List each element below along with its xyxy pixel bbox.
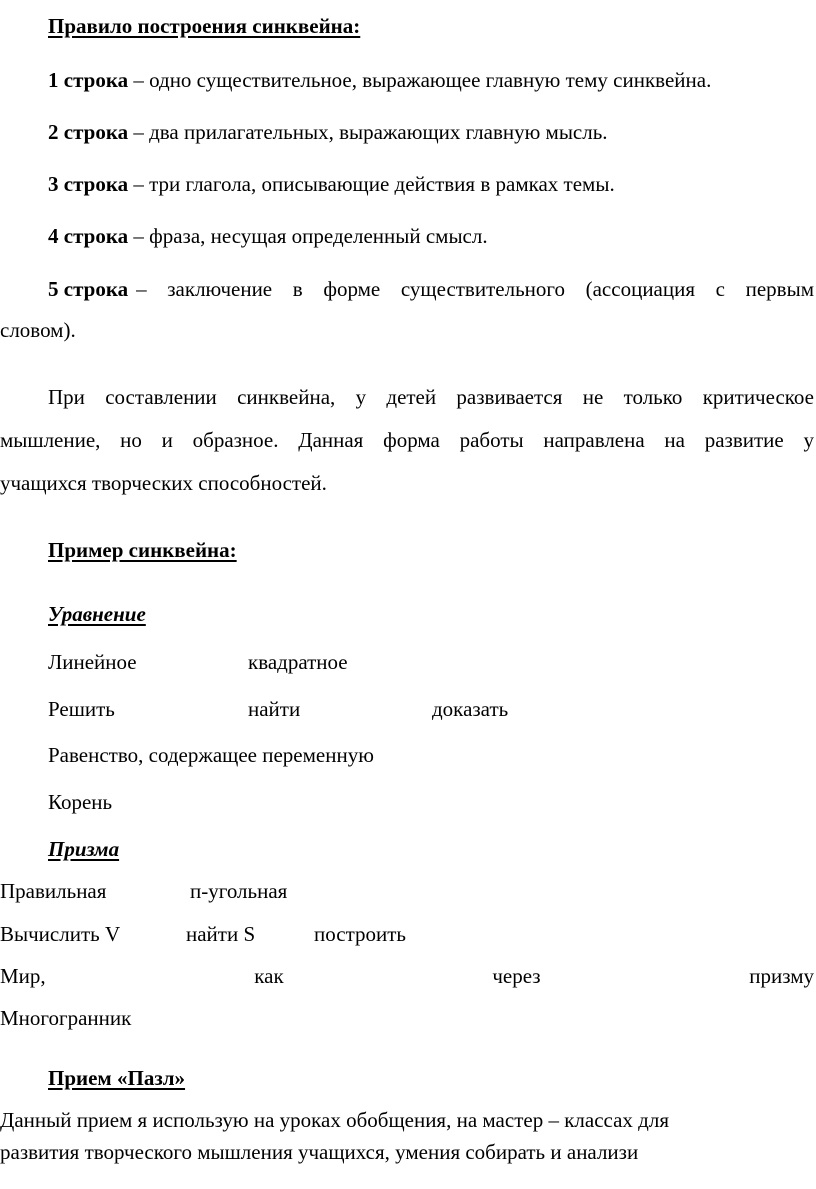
rule-line-3 bbox=[48, 174, 615, 195]
paragraph-line: мышление, но и образное. Данная форма работы направлена на развитие у bbox=[0, 428, 814, 452]
prism-verb-2: найти S bbox=[186, 922, 256, 946]
rule-text: – одно существительное, выражающее главную тему синквейна. bbox=[128, 68, 712, 92]
rule-line-5 bbox=[48, 279, 814, 300]
paragraph-line: учащихся творческих способностей. bbox=[0, 471, 327, 495]
prism-word: как bbox=[254, 964, 284, 988]
prism-title: Призма bbox=[48, 837, 120, 861]
rule-text: – три глагола, описывающие действия в рамках темы. bbox=[128, 172, 615, 196]
prism-word: призму bbox=[749, 964, 814, 988]
prism-noun: Многогранник bbox=[0, 1006, 132, 1030]
puzzle-heading: Прием «Пазл» bbox=[48, 1066, 186, 1090]
paragraph-line: При составлении синквейна, у детей развивается не только критическое bbox=[48, 385, 814, 409]
equation-verb-3: доказать bbox=[432, 697, 509, 721]
equation-adj-1: Линейное bbox=[48, 650, 137, 674]
rule-label: 1 строка bbox=[48, 68, 129, 92]
prism-verb-3: построить bbox=[314, 922, 407, 946]
equation-title: Уравнение bbox=[48, 602, 146, 626]
equation-adj-2: квадратное bbox=[248, 650, 348, 674]
prism-adj-1: Правильная bbox=[0, 879, 107, 903]
rule-text: – фраза, несущая определенный смысл. bbox=[128, 224, 488, 248]
example-heading: Пример синквейна: bbox=[48, 538, 237, 562]
rule-line-5-cont: словом). bbox=[0, 318, 76, 342]
rule-label: 4 строка bbox=[48, 224, 129, 248]
equation-phrase: Равенство, содержащее переменную bbox=[48, 743, 374, 767]
equation-noun: Корень bbox=[48, 790, 113, 814]
prism-phrase bbox=[0, 966, 814, 987]
prism-word: через bbox=[492, 964, 541, 988]
rules-heading: Правило построения синквейна: bbox=[48, 14, 361, 38]
rule-text: – заключение в форме существительного (ассоциация с первым bbox=[136, 277, 814, 301]
prism-verb-1: Вычислить V bbox=[0, 922, 121, 946]
rule-label: 5 строка bbox=[48, 277, 129, 301]
equation-verb-2: найти bbox=[248, 697, 301, 721]
rule-text: – два прилагательных, выражающих главную мысль. bbox=[128, 120, 608, 144]
rule-label: 3 строка bbox=[48, 172, 129, 196]
rule-label: 2 строка bbox=[48, 120, 129, 144]
prism-adj-2: п-угольная bbox=[190, 879, 288, 903]
rule-line-1 bbox=[48, 70, 711, 91]
rule-line-2 bbox=[48, 122, 608, 143]
puzzle-text-line: Данный прием я использую на уроках обобщения, на мастер – классах для bbox=[0, 1108, 669, 1132]
prism-word: Мир, bbox=[0, 964, 46, 988]
rule-line-4 bbox=[48, 226, 488, 247]
equation-verb-1: Решить bbox=[48, 697, 115, 721]
puzzle-text-line: развития творческого мышления учащихся, умения собирать и анализи bbox=[0, 1140, 639, 1164]
